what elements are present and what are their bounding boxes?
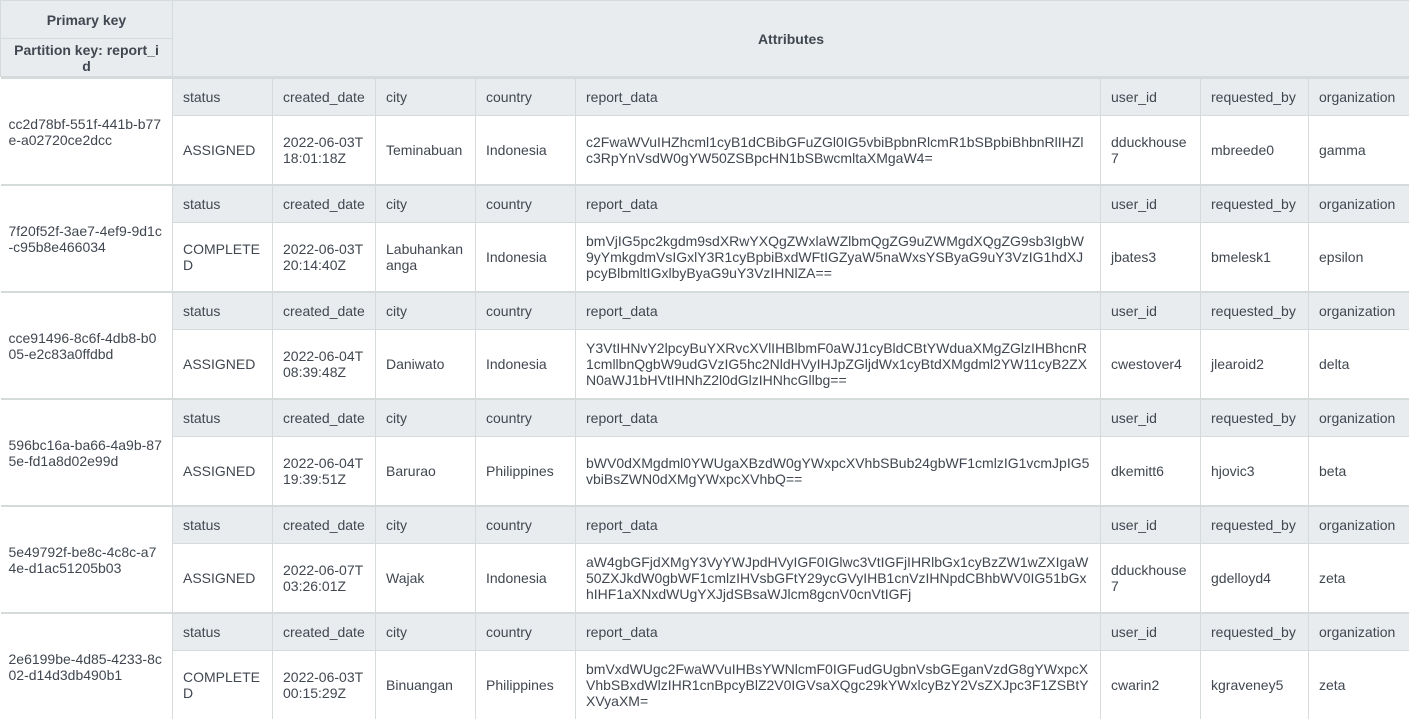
attribute-value-report-data[interactable]: bWV0dXMgdml0YWUgaXBzdW0gYWxpcXVhbSBub24gbWF1cmlzIG1vcmJpIG5vbiBsZWN0dXMgYWxpcXVhbQ==	[576, 437, 1101, 506]
attribute-name-city: city	[376, 400, 476, 437]
attribute-name-status: status	[173, 614, 273, 651]
attribute-value-user-id[interactable]: cwestover4	[1101, 330, 1201, 399]
attribute-name-report-data: report_data	[576, 400, 1101, 437]
attribute-name-requested-by: requested_by	[1201, 79, 1309, 116]
table-body	[1, 77, 1409, 720]
attribute-value-report-data[interactable]: Y3VtIHNvY2lpcyBuYXRvcXVlIHBlbmF0aWJ1cyBldCBtYWduaXMgZGlzIHBhcnR1cmllbnQgbW9udGVzIG5hc2NldHVyIHJpZGljdWx1cyBtdXMgdml2YW11cyB2ZXN0aWJ1bHVtIHNhZ2l0dGlzIHNhcGllbg==	[576, 330, 1101, 399]
attribute-value-country[interactable]: Philippines	[476, 651, 576, 720]
partition-key-value[interactable]: 2e6199be-4d85-4233-8c02-d14d3db490b1	[1, 614, 173, 719]
attribute-name-report-data: report_data	[576, 79, 1101, 116]
attribute-value-organization[interactable]: gamma	[1309, 116, 1409, 185]
attribute-value-city[interactable]: Teminabuan	[376, 116, 476, 185]
attribute-name-user-id: user_id	[1101, 507, 1201, 544]
attribute-name-requested-by: requested_by	[1201, 614, 1309, 651]
attribute-value-status[interactable]: COMPLETED	[173, 651, 273, 720]
attribute-name-organization: organization	[1309, 507, 1409, 544]
attribute-value-country[interactable]: Indonesia	[476, 116, 576, 185]
attribute-name-city: city	[376, 186, 476, 223]
attribute-value-report-data[interactable]: c2FwaWVuIHZhcml1cyB1dCBibGFuZGl0IG5vbiBpbnRlcmR1bSBpbiBhbnRlIHZlc3RpYnVsdW0gYW50ZSBpcHN1bSBwcmltaXMgaW4=	[576, 116, 1101, 185]
attribute-value-user-id[interactable]: jbates3	[1101, 223, 1201, 292]
attribute-name-requested-by: requested_by	[1201, 293, 1309, 330]
attribute-name-city: city	[376, 614, 476, 651]
partition-key-value[interactable]: 596bc16a-ba66-4a9b-875e-fd1a8d02e99d	[1, 400, 173, 505]
attribute-name-status: status	[173, 79, 273, 116]
attribute-value-organization[interactable]: beta	[1309, 437, 1409, 506]
attribute-name-created-date: created_date	[273, 186, 376, 223]
attribute-value-user-id[interactable]: cwarin2	[1101, 651, 1201, 720]
attribute-name-city: city	[376, 293, 476, 330]
table-header	[1, 1, 1409, 77]
attribute-value-report-data[interactable]: bmVxdWUgc2FwaWVuIHBsYWNlcmF0IGFudGUgbnVsbGEganVzdG8gYWxpcXVhbSBxdWlzIHR1cnBpcyBlZ2V0IGVsaXQgc29kYWxlcyBzY2VsZXJpc3F1ZSBtYXVyaXM=	[576, 651, 1101, 720]
attribute-name-status: status	[173, 400, 273, 437]
table-row[interactable]	[1, 186, 1409, 223]
attribute-value-created-date[interactable]: 2022-06-03T00:15:29Z	[273, 651, 376, 720]
attribute-value-requested-by[interactable]: bmelesk1	[1201, 223, 1309, 292]
attribute-name-user-id: user_id	[1101, 186, 1201, 223]
partition-key-value[interactable]: 7f20f52f-3ae7-4ef9-9d1c-c95b8e466034	[1, 186, 173, 291]
attribute-name-organization: organization	[1309, 79, 1409, 116]
attribute-name-created-date: created_date	[273, 79, 376, 116]
attribute-name-user-id: user_id	[1101, 293, 1201, 330]
attribute-value-created-date[interactable]: 2022-06-07T03:26:01Z	[273, 544, 376, 613]
table-row[interactable]	[1, 614, 1409, 651]
attribute-value-status[interactable]: ASSIGNED	[173, 544, 273, 613]
attribute-name-report-data: report_data	[576, 293, 1101, 330]
attribute-name-user-id: user_id	[1101, 614, 1201, 651]
attribute-name-country: country	[476, 79, 576, 116]
table-row-values[interactable]	[1, 223, 1409, 292]
attribute-name-report-data: report_data	[576, 186, 1101, 223]
partition-key-header: Partition key: report_id	[1, 39, 173, 77]
attribute-name-created-date: created_date	[273, 614, 376, 651]
table-row-values[interactable]	[1, 651, 1409, 720]
attribute-value-report-data[interactable]: bmVjIG5pc2kgdm9sdXRwYXQgZWxlaWZlbmQgZG9uZWMgdXQgZG9sb3IgbW9yYmkgdmVsIGxlY3R1cyBpbiBxdWFtIGZyaW5naWxsYSByaG9uY3VzIG1hdXJpcyBlbmltIGxlbyByaG9uY3VzIHNlZA==	[576, 223, 1101, 292]
table-row-values[interactable]	[1, 544, 1409, 613]
attribute-name-organization: organization	[1309, 293, 1409, 330]
attribute-value-city[interactable]: Daniwato	[376, 330, 476, 399]
attribute-name-organization: organization	[1309, 614, 1409, 651]
attribute-value-user-id[interactable]: dduckhouse7	[1101, 544, 1201, 613]
table-row[interactable]	[1, 79, 1409, 116]
attribute-value-organization[interactable]: zeta	[1309, 544, 1409, 613]
attribute-name-created-date: created_date	[273, 400, 376, 437]
attribute-value-city[interactable]: Binuangan	[376, 651, 476, 720]
attribute-value-user-id[interactable]: dduckhouse7	[1101, 116, 1201, 185]
attribute-name-status: status	[173, 293, 273, 330]
attribute-name-user-id: user_id	[1101, 79, 1201, 116]
attribute-value-organization[interactable]: delta	[1309, 330, 1409, 399]
attribute-name-report-data: report_data	[576, 614, 1101, 651]
attribute-value-user-id[interactable]: dkemitt6	[1101, 437, 1201, 506]
attribute-value-report-data[interactable]: aW4gbGFjdXMgY3VyYWJpdHVyIGF0IGlwc3VtIGFjIHRlbGx1cyBzZW1wZXIgaW50ZXJkdW0gbWF1cmlzIHVsbGFtY29ycGVyIHB1cnVzIHNpdCBhbWV0IG51bGxhIHF1aXNxdWUgYXJjdSBsaWJlcm8gcnV0cnVtIGFj	[576, 544, 1101, 613]
attribute-value-status[interactable]: ASSIGNED	[173, 330, 273, 399]
attribute-name-country: country	[476, 614, 576, 651]
attribute-name-created-date: created_date	[273, 293, 376, 330]
attribute-value-created-date[interactable]: 2022-06-03T18:01:18Z	[273, 116, 376, 185]
attribute-name-organization: organization	[1309, 400, 1409, 437]
attribute-value-organization[interactable]: epsilon	[1309, 223, 1409, 292]
partition-key-value[interactable]: 5e49792f-be8c-4c8c-a74e-d1ac51205b03	[1, 507, 173, 612]
attribute-name-report-data: report_data	[576, 507, 1101, 544]
attribute-value-country[interactable]: Indonesia	[476, 330, 576, 399]
attribute-value-requested-by[interactable]: mbreede0	[1201, 116, 1309, 185]
attribute-value-status[interactable]: ASSIGNED	[173, 116, 273, 185]
attribute-name-city: city	[376, 507, 476, 544]
attribute-value-created-date[interactable]: 2022-06-03T20:14:40Z	[273, 223, 376, 292]
attribute-name-requested-by: requested_by	[1201, 507, 1309, 544]
attribute-value-requested-by[interactable]: gdelloyd4	[1201, 544, 1309, 613]
partition-key-value[interactable]: cc2d78bf-551f-441b-b77e-a02720ce2dcc	[1, 79, 173, 184]
attribute-name-status: status	[173, 507, 273, 544]
attribute-value-requested-by[interactable]: jlearoid2	[1201, 330, 1309, 399]
table-row[interactable]	[1, 400, 1409, 437]
attribute-value-country[interactable]: Indonesia	[476, 223, 576, 292]
attribute-name-organization: organization	[1309, 186, 1409, 223]
table-row-values[interactable]	[1, 437, 1409, 506]
attribute-value-status[interactable]: ASSIGNED	[173, 437, 273, 506]
attribute-value-status[interactable]: COMPLETED	[173, 223, 273, 292]
attribute-name-country: country	[476, 400, 576, 437]
partition-key-value[interactable]: cce91496-8c6f-4db8-b005-e2c83a0ffdbd	[1, 293, 173, 398]
table-row-values[interactable]	[1, 330, 1409, 399]
table-row[interactable]	[1, 507, 1409, 544]
attribute-value-city[interactable]: Barurao	[376, 437, 476, 506]
attribute-value-country[interactable]: Indonesia	[476, 544, 576, 613]
attributes-header: Attributes	[173, 1, 1409, 77]
attribute-name-country: country	[476, 186, 576, 223]
attribute-name-user-id: user_id	[1101, 400, 1201, 437]
attribute-value-organization[interactable]: zeta	[1309, 651, 1409, 720]
table-row-values[interactable]	[1, 116, 1409, 185]
attribute-value-requested-by[interactable]: kgraveney5	[1201, 651, 1309, 720]
attribute-name-requested-by: requested_by	[1201, 186, 1309, 223]
attribute-value-country[interactable]: Philippines	[476, 437, 576, 506]
attribute-name-created-date: created_date	[273, 507, 376, 544]
attribute-value-city[interactable]: Wajak	[376, 544, 476, 613]
attribute-name-city: city	[376, 79, 476, 116]
attribute-name-country: country	[476, 293, 576, 330]
attribute-name-status: status	[173, 186, 273, 223]
attribute-value-created-date[interactable]: 2022-06-04T19:39:51Z	[273, 437, 376, 506]
attribute-value-city[interactable]: Labuhankananga	[376, 223, 476, 292]
attribute-value-created-date[interactable]: 2022-06-04T08:39:48Z	[273, 330, 376, 399]
attribute-name-country: country	[476, 507, 576, 544]
table-row[interactable]	[1, 293, 1409, 330]
attribute-value-requested-by[interactable]: hjovic3	[1201, 437, 1309, 506]
attribute-name-requested-by: requested_by	[1201, 400, 1309, 437]
primary-key-header: Primary key	[1, 1, 173, 39]
